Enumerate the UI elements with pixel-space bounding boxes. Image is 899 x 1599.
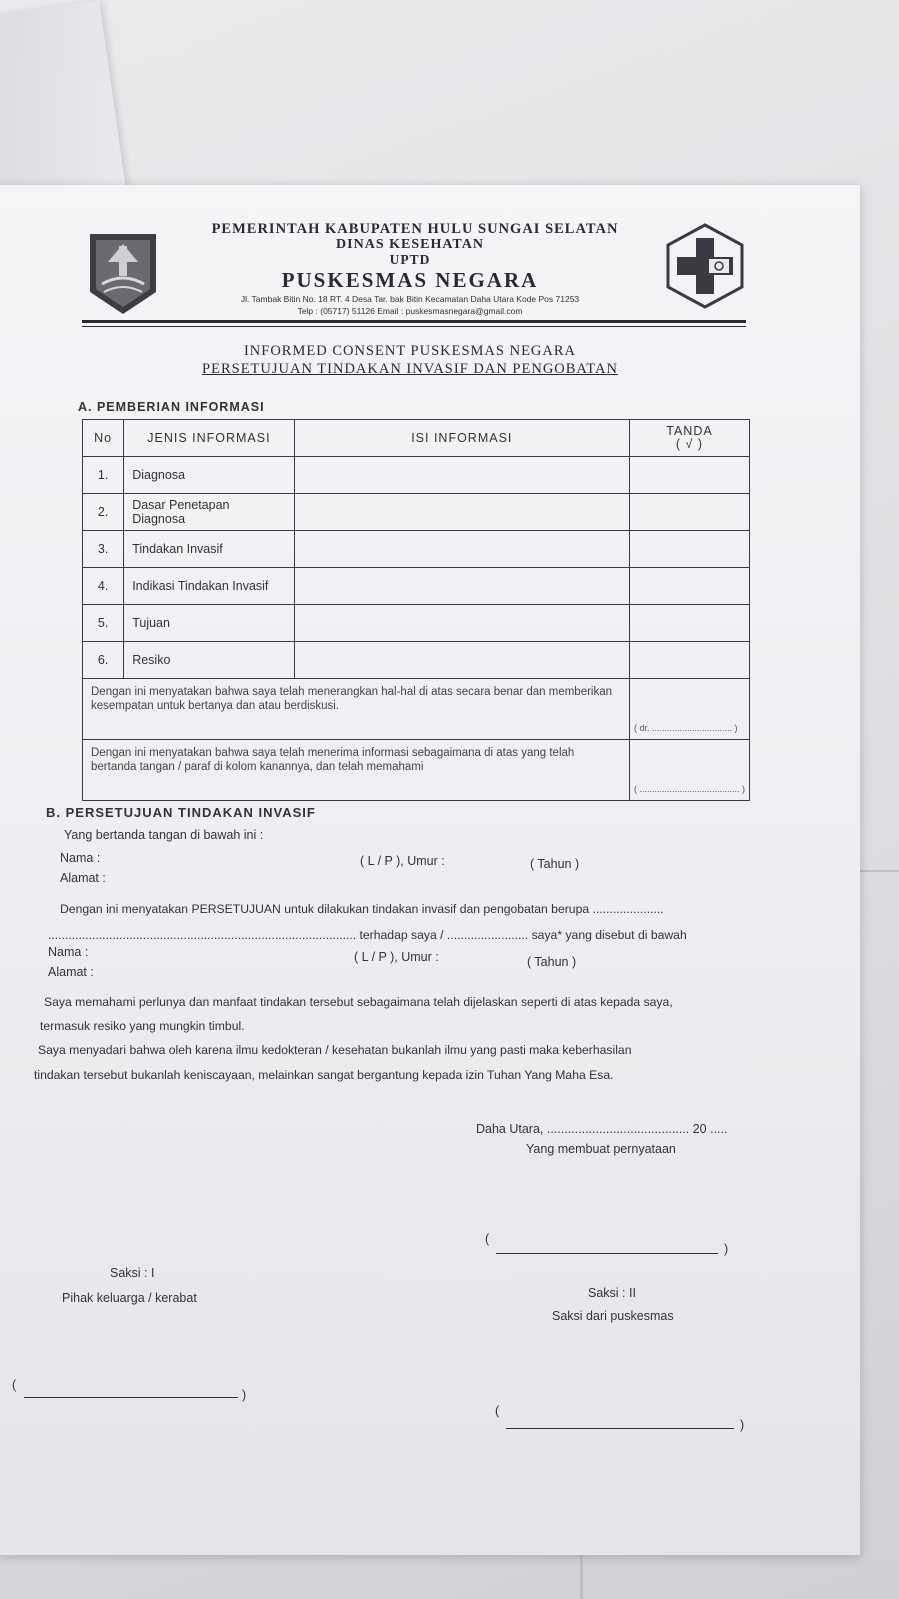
gender-age-field-2[interactable]: ( L / P ), Umur : bbox=[354, 950, 439, 964]
header-rule-thick bbox=[82, 320, 746, 323]
witness-2-paren-close: ) bbox=[740, 1418, 745, 1432]
row-jenis: Tujuan bbox=[124, 605, 294, 642]
table-row bbox=[83, 531, 750, 568]
maker-paren-open: ( bbox=[485, 1232, 490, 1246]
doctor-sign-line: ( dr. ................................ ) bbox=[633, 723, 738, 733]
section-a-heading: A. PEMBERIAN INFORMASI bbox=[78, 400, 265, 414]
witness-1-signature-line[interactable] bbox=[24, 1397, 238, 1398]
section-b-heading: B. PERSETUJUAN TINDAKAN INVASIF bbox=[46, 805, 316, 820]
row-isi-cell[interactable] bbox=[294, 531, 629, 568]
col-no-header: No bbox=[83, 420, 124, 457]
awareness-paragraph-line-1: Saya menyadari bahwa oleh karena ilmu kedokteran / kesehatan bukanlah ilmu yang pasti maka keberhasilan bbox=[38, 1043, 632, 1057]
witness-2-label: Saksi : II bbox=[588, 1286, 636, 1300]
alamat-field-1[interactable]: Alamat : bbox=[60, 871, 106, 885]
department-header: DINAS KESEHATAN bbox=[336, 237, 484, 252]
row-number: 4. bbox=[83, 568, 124, 605]
row-tanda-cell[interactable] bbox=[629, 457, 749, 494]
row-number: 5. bbox=[83, 605, 124, 642]
col-isi-header: ISI INFORMASI bbox=[294, 420, 629, 457]
row-isi-cell[interactable] bbox=[294, 642, 629, 679]
uptd-header: UPTD bbox=[389, 252, 431, 267]
row-tanda-cell[interactable] bbox=[629, 605, 749, 642]
witness-1-role: Pihak keluarga / kerabat bbox=[62, 1291, 197, 1305]
tahun-label-2: ( Tahun ) bbox=[527, 955, 577, 969]
contact-line: Telp : (05717) 51126 Email : puskesmasnegara@gmail.com bbox=[297, 306, 523, 316]
information-table bbox=[82, 419, 750, 801]
row-isi-cell[interactable] bbox=[294, 605, 629, 642]
row-number: 6. bbox=[83, 642, 124, 679]
row-number: 3. bbox=[83, 531, 124, 568]
address-line: Jl. Tambak Bitin No. 18 RT. 4 Desa Tar. bak Bitin Kecamatan Daha Utara Kode Pos 71253 bbox=[240, 294, 580, 304]
nama-field-1[interactable]: Nama : bbox=[60, 851, 101, 865]
witness-2-signature-line[interactable] bbox=[506, 1428, 734, 1429]
regency-emblem-logo bbox=[88, 232, 158, 316]
statement-maker-label: Yang membuat pernyataan bbox=[526, 1142, 676, 1156]
patient-statement: Dengan ini menyatakan bahwa saya telah menerima informasi sebagaimana di atas yang telah bertanda tangan / paraf di kolom kanannya, dan telah memahami bbox=[83, 740, 630, 801]
form-subtitle: PERSETUJUAN TINDAKAN INVASIF DAN PENGOBATAN bbox=[202, 361, 618, 377]
understanding-paragraph-line-1: Saya memahami perlunya dan manfaat tindakan tersebut sebagaimana telah dijelaskan seperti di atas kepada saya, bbox=[44, 995, 673, 1009]
table-row bbox=[83, 605, 750, 642]
witness-2-paren-open: ( bbox=[495, 1404, 500, 1418]
row-isi-cell[interactable] bbox=[294, 457, 629, 494]
witness-1-paren-close: ) bbox=[242, 1388, 247, 1402]
witness-1-paren-open: ( bbox=[12, 1378, 17, 1392]
patient-sign-cell[interactable] bbox=[629, 740, 749, 801]
maker-paren-close: ) bbox=[724, 1242, 729, 1256]
checkmark-label: ( √ ) bbox=[675, 437, 704, 451]
table-row bbox=[83, 568, 750, 605]
row-jenis: Resiko bbox=[124, 642, 294, 679]
row-isi-cell[interactable] bbox=[294, 568, 629, 605]
nama-field-2[interactable]: Nama : bbox=[48, 945, 89, 959]
row-tanda-cell[interactable] bbox=[629, 494, 749, 531]
doctor-sign-cell[interactable] bbox=[629, 679, 749, 740]
consent-line-2[interactable]: ........................................................................................... terhadap saya / ........................ saya* yang disebut di bawah bbox=[48, 928, 687, 942]
gender-age-field-1[interactable]: ( L / P ), Umur : bbox=[360, 854, 445, 868]
puskesmas-name: PUSKESMAS NEGARA bbox=[281, 268, 539, 292]
row-isi-cell[interactable] bbox=[294, 494, 629, 531]
doctor-statement: Dengan ini menyatakan bahwa saya telah menerangkan hal-hal di atas secara benar dan memberikan kesempatan untuk bertanya dan atau berdiskusi. bbox=[83, 679, 630, 740]
witness-2-role: Saksi dari puskesmas bbox=[552, 1309, 674, 1323]
table-row bbox=[83, 494, 750, 531]
statement-row-doctor bbox=[83, 679, 750, 740]
row-tanda-cell[interactable] bbox=[629, 642, 749, 679]
government-header: PEMERINTAH KABUPATEN HULU SUNGAI SELATAN bbox=[211, 221, 619, 237]
consent-form-page bbox=[0, 185, 860, 1555]
tahun-label-1: ( Tahun ) bbox=[530, 857, 580, 871]
row-number: 1. bbox=[83, 457, 124, 494]
table-header-row bbox=[83, 420, 750, 457]
row-number: 2. bbox=[83, 494, 124, 531]
tanda-label: TANDA bbox=[666, 424, 713, 438]
maker-signature-line[interactable] bbox=[496, 1253, 718, 1254]
alamat-field-2[interactable]: Alamat : bbox=[48, 965, 94, 979]
intro-line: Yang bertanda tangan di bawah ini : bbox=[64, 828, 264, 842]
table-row bbox=[83, 642, 750, 679]
row-tanda-cell[interactable] bbox=[629, 531, 749, 568]
statement-row-patient bbox=[83, 740, 750, 801]
puskesmas-logo bbox=[664, 222, 746, 310]
col-jenis-header: JENIS INFORMASI bbox=[124, 420, 294, 457]
row-jenis: Tindakan Invasif bbox=[124, 531, 294, 568]
row-tanda-cell[interactable] bbox=[629, 568, 749, 605]
col-tanda-header bbox=[629, 420, 749, 457]
row-jenis: Dasar Penetapan Diagnosa bbox=[124, 494, 294, 531]
awareness-paragraph-line-2: tindakan tersebut bukanlah keniscayaan, melainkan sangat bergantung kepada izin Tuhan Yang Maha Esa. bbox=[34, 1068, 614, 1082]
place-date-line[interactable]: Daha Utara, ......................................... 20 ..... bbox=[476, 1122, 728, 1136]
consent-line-1[interactable]: Dengan ini menyatakan PERSETUJUAN untuk dilakukan tindakan invasif dan pengobatan berupa ..................... bbox=[60, 902, 664, 916]
row-jenis: Indikasi Tindakan Invasif bbox=[124, 568, 294, 605]
witness-1-label: Saksi : I bbox=[110, 1266, 155, 1280]
header-rule-thin bbox=[82, 326, 746, 327]
form-title: INFORMED CONSENT PUSKESMAS NEGARA bbox=[243, 343, 577, 359]
table-row bbox=[83, 457, 750, 494]
patient-sign-line: ( ........................................ ) bbox=[633, 784, 745, 794]
row-jenis: Diagnosa bbox=[124, 457, 294, 494]
understanding-paragraph-line-2: termasuk resiko yang mungkin timbul. bbox=[40, 1019, 245, 1033]
